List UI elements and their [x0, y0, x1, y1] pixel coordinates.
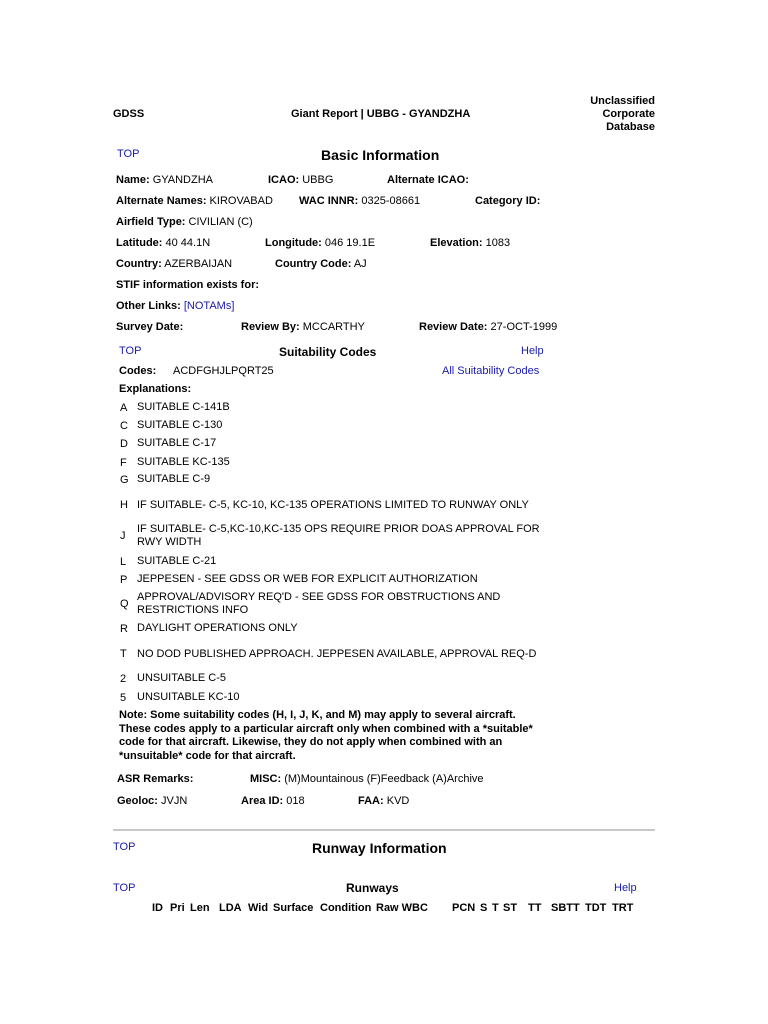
icao-field: ICAO: UBBG	[268, 174, 334, 186]
wac-field: WAC INNR: 0325-08661	[299, 195, 421, 207]
runway-column-header: LDA	[219, 902, 242, 914]
suitability-item: G SUITABLE C-9	[120, 473, 211, 486]
explanations-label: Explanations:	[119, 383, 192, 395]
runway-column-header: TRT	[612, 902, 634, 914]
codes-label: Codes:	[119, 365, 157, 377]
alt-names-field: Alternate Names: KIROVABAD	[116, 195, 273, 207]
country-code-field: Country Code: AJ	[275, 258, 367, 270]
classification-line: Unclassified	[590, 95, 655, 107]
classification-block	[590, 95, 655, 134]
suitability-item: C SUITABLE C-130	[120, 419, 223, 432]
misc-field: MISC: (M)Mountainous (F)Feedback (A)Archive	[250, 773, 484, 785]
runway-column-header: TT	[528, 902, 542, 914]
review-by-field: Review By: MCCARTHY	[241, 321, 365, 333]
notams-link[interactable]: [NOTAMs]	[183, 300, 235, 312]
suitability-top-link[interactable]: TOP	[119, 345, 142, 357]
suitability-item: L SUITABLE C-21	[120, 555, 217, 568]
survey-date-field: Survey Date:	[116, 321, 184, 333]
geoloc-field: Geoloc: JVJN	[117, 795, 188, 807]
airfield-type-field: Airfield Type: CIVILIAN (C)	[116, 216, 253, 228]
codes-value: ACDFGHJLPQRT25	[173, 365, 274, 377]
review-date-field: Review Date: 27-OCT-1999	[419, 321, 558, 333]
suitability-item: A SUITABLE C-141B	[120, 401, 230, 414]
runway-column-header: Condition	[320, 902, 372, 914]
suitability-item: D SUITABLE C-17	[120, 437, 217, 450]
runway-top-link[interactable]: TOP	[113, 841, 136, 853]
runway-column-header: Pri	[170, 902, 185, 914]
suitability-item: P JEPPESEN - SEE GDSS OR WEB FOR EXPLICIT AUTHORIZATION	[120, 573, 478, 586]
suitability-item: 5 UNSUITABLE KC-10	[120, 691, 240, 704]
area-id-field: Area ID: 018	[241, 795, 305, 807]
classification-line: Corporate	[602, 108, 655, 120]
runway-column-header: Wid	[248, 902, 269, 914]
basic-section-title: Basic Information	[321, 147, 440, 163]
longitude-field: Longitude: 046 19.1E	[265, 237, 376, 249]
suitability-note: Note: Some suitability codes (H, I, J, K, and M) may apply to several aircraft. These codes apply to a particular aircraft only when combined with a *suitable* code for that aircraft. Likewise, they do not apply when combined with an *unsuitable* code for that aircraft.	[119, 709, 533, 762]
suitability-section-title: Suitability Codes	[279, 345, 377, 359]
category-field: Category ID:	[475, 195, 541, 207]
runway-column-header: PCN	[452, 902, 476, 914]
suitability-item: F SUITABLE KC-135	[120, 456, 230, 469]
country-field: Country: AZERBAIJAN	[116, 258, 233, 270]
runway-column-header: S	[480, 902, 488, 914]
alt-icao-field: Alternate ICAO:	[387, 174, 469, 186]
runways-help-link[interactable]: Help	[614, 882, 637, 894]
runway-column-header: SBTT	[551, 902, 580, 914]
suitability-item: H IF SUITABLE- C-5, KC-10, KC-135 OPERATIONS LIMITED TO RUNWAY ONLY	[120, 498, 529, 511]
suitability-item: J IF SUITABLE- C-5,KC-10,KC-135 OPS REQUIRE PRIOR DOAS APPROVAL FOR RWY WIDTH	[120, 523, 540, 548]
faa-field: FAA: KVD	[358, 795, 410, 807]
runway-column-header: Raw WBC	[376, 902, 428, 914]
name-field: Name: GYANDZHA	[116, 174, 213, 186]
suitability-item: T NO DOD PUBLISHED APPROACH. JEPPESEN AVAILABLE, APPROVAL REQ-D	[120, 647, 537, 660]
latitude-field: Latitude: 40 44.1N	[116, 237, 211, 249]
other-links-field: Other Links: [NOTAMs]	[116, 300, 235, 312]
all-suitability-codes-link[interactable]: All Suitability Codes	[442, 365, 540, 377]
asr-remarks-label: ASR Remarks:	[117, 773, 194, 785]
suitability-item: 2 UNSUITABLE C-5	[120, 672, 227, 685]
runway-column-header: T	[492, 902, 499, 914]
suitability-item: R DAYLIGHT OPERATIONS ONLY	[120, 622, 298, 635]
classification-line: Database	[606, 121, 655, 133]
suitability-item: Q APPROVAL/ADVISORY REQ'D - SEE GDSS FOR OBSTRUCTIONS AND RESTRICTIONS INFO	[120, 591, 501, 616]
basic-top-link[interactable]: TOP	[117, 148, 140, 160]
runway-column-header: TDT	[585, 902, 607, 914]
runways-title: Runways	[346, 881, 399, 895]
runway-column-header: Surface	[273, 902, 314, 914]
runway-column-header: Len	[190, 902, 210, 914]
runways-top-link[interactable]: TOP	[113, 882, 136, 894]
report-title: Giant Report | UBBG - GYANDZHA	[291, 108, 471, 120]
elevation-field: Elevation: 1083	[430, 237, 511, 249]
suitability-help-link[interactable]: Help	[521, 345, 544, 357]
stif-info: STIF information exists for:	[116, 279, 260, 291]
header-gdss: GDSS	[113, 108, 145, 120]
runway-column-header: ID	[152, 902, 163, 914]
runway-column-header: ST	[503, 902, 518, 914]
section-divider	[113, 829, 655, 831]
runway-section-title: Runway Information	[312, 840, 447, 856]
